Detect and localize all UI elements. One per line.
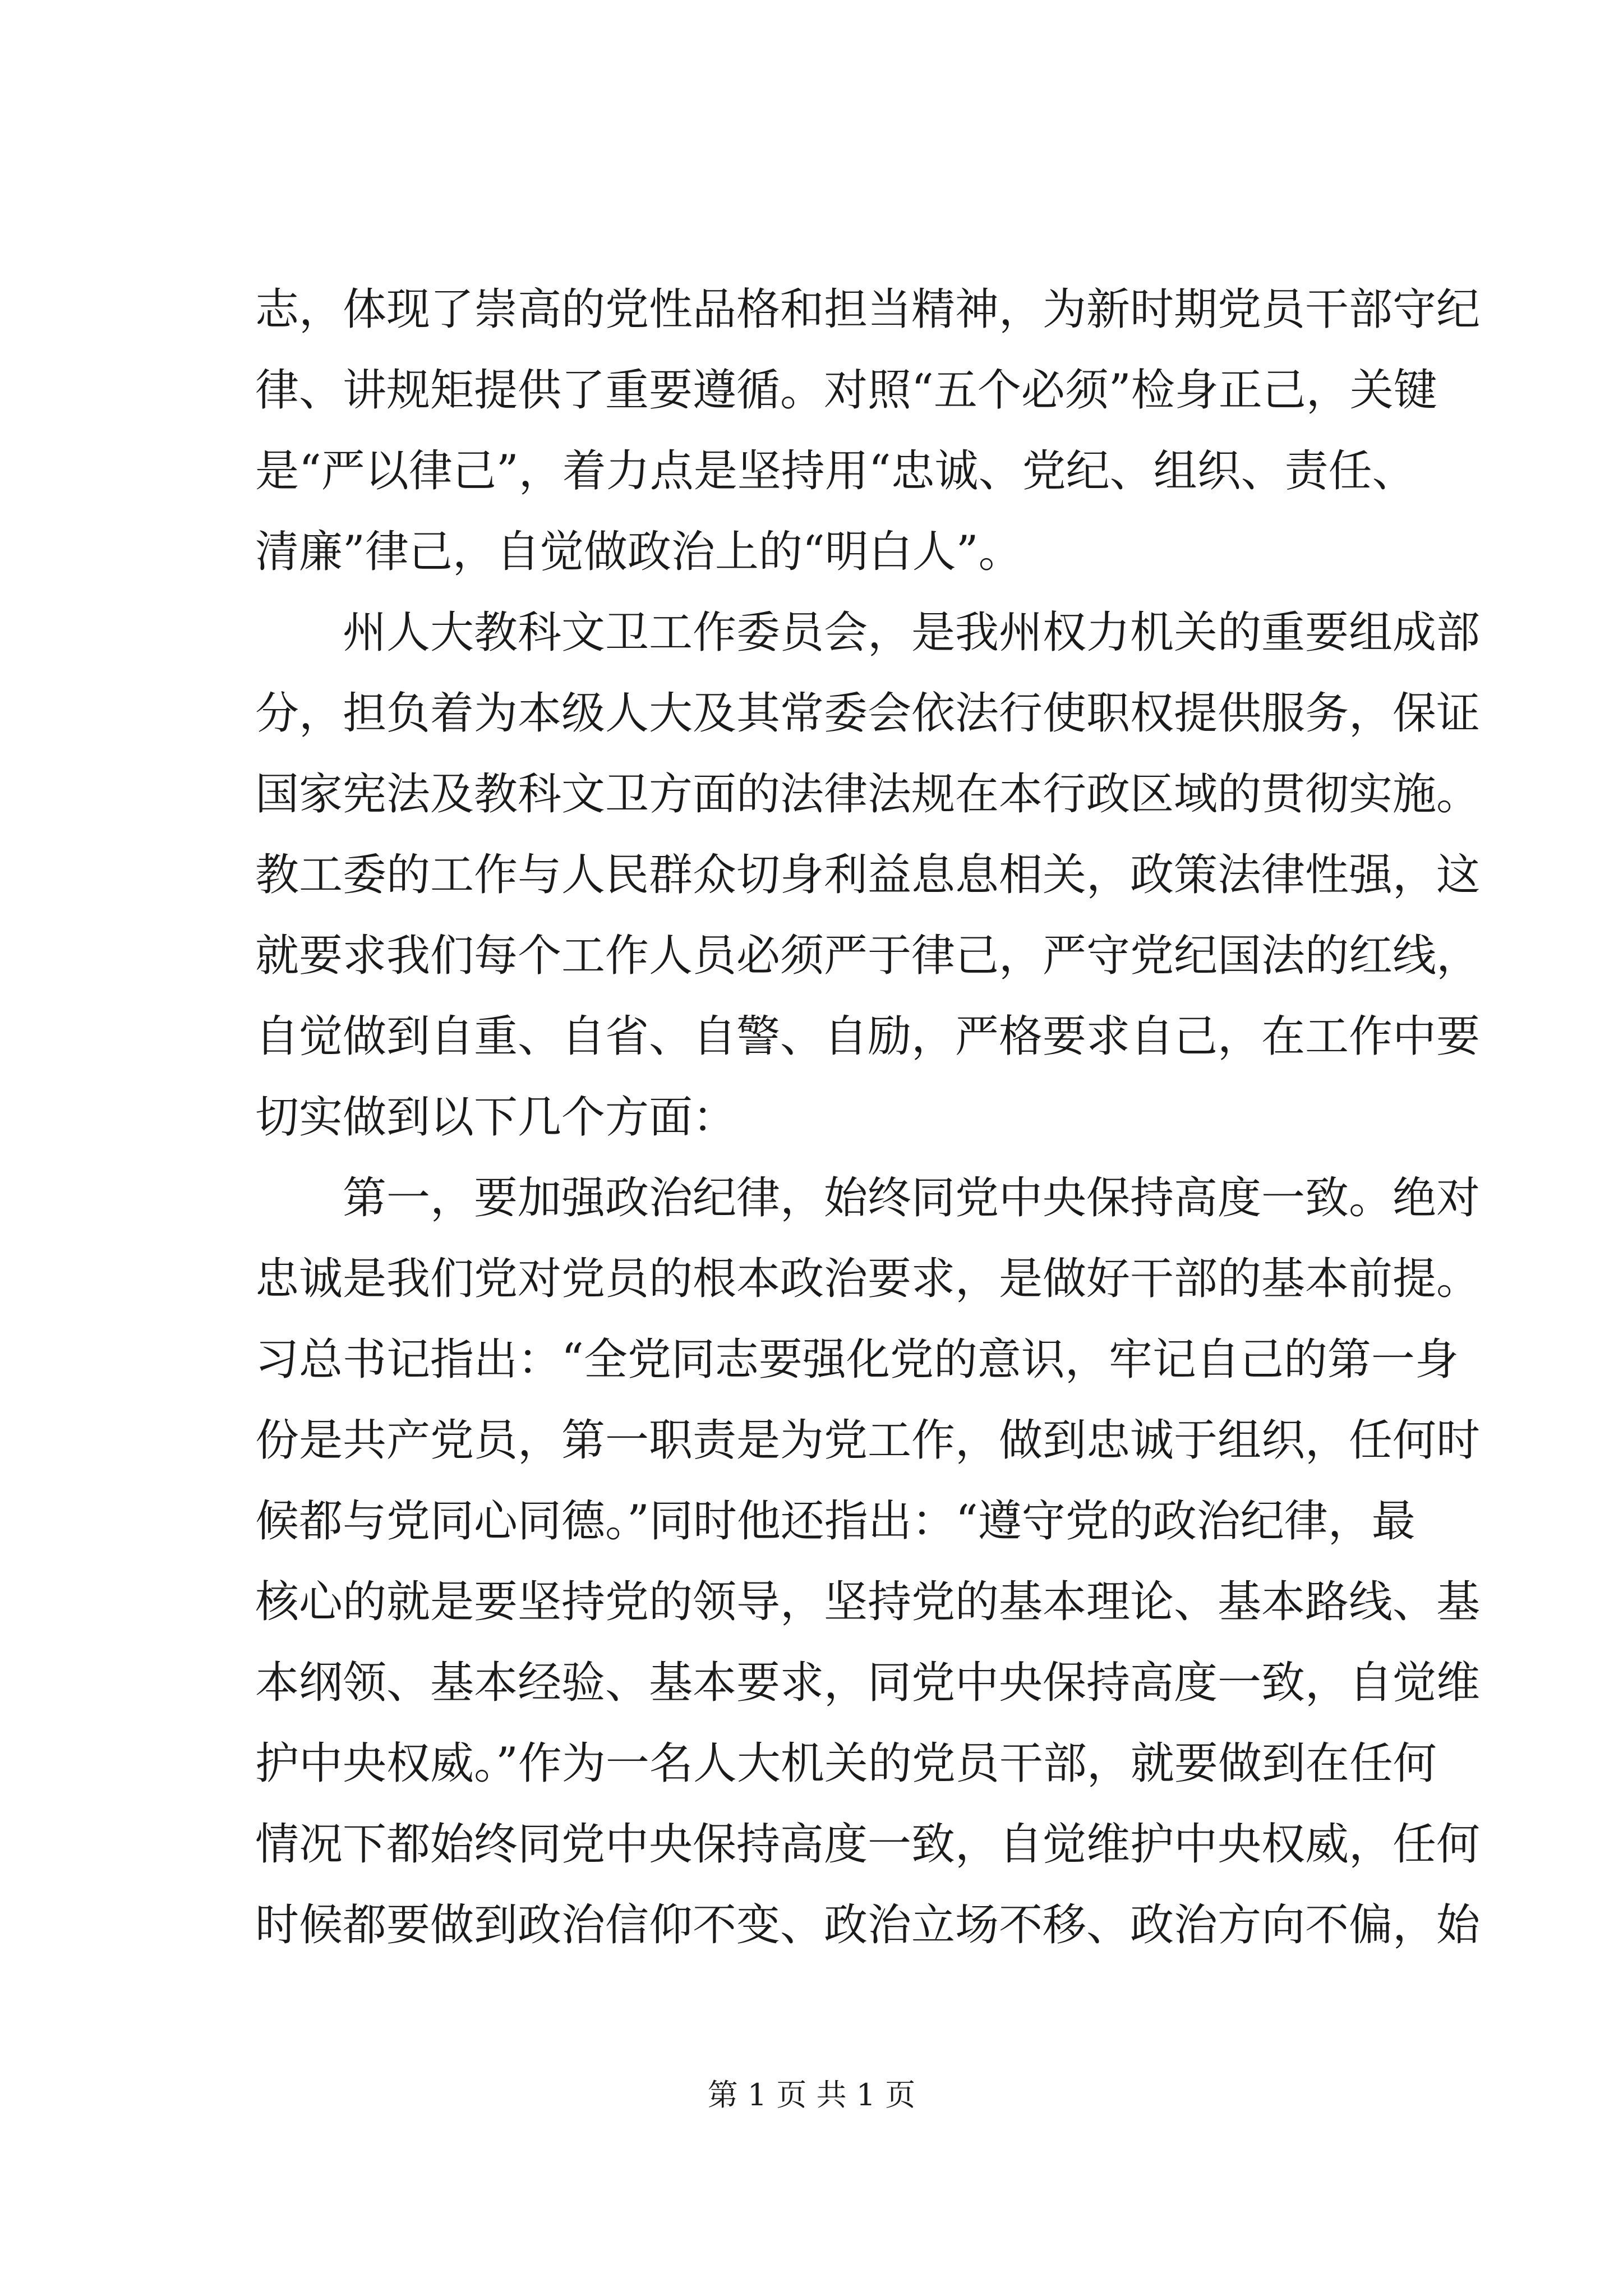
text-line: 就要求我们每个工作人员必须严于律己，严守党纪国法的红线， <box>255 931 1481 981</box>
text-line: 是“严以律己”，着力点是坚持用“忠诚、党纪、组织、责任、 <box>255 446 1416 496</box>
text-line: 自觉做到自重、自省、自警、自励，严格要求自己，在工作中要 <box>255 1011 1481 1062</box>
text-line: 律、讲规矩提供了重要遵循。对照“五个必须”检身正己，关键 <box>255 365 1437 416</box>
text-line: 份是共产党员，第一职责是为党工作，做到忠诚于组织，任何时 <box>255 1415 1481 1466</box>
paragraph-first-line: 第一，要加强政治纪律，始终同党中央保持高度一致。绝对 <box>343 1173 1481 1223</box>
text-line: 候都与党同心同德。”同时他还指出：“遵守党的政治纪律，最 <box>255 1496 1415 1547</box>
text-line: 分，担负着为本级人大及其常委会依法行使职权提供服务，保证 <box>255 688 1481 739</box>
text-line: 忠诚是我们党对党员的根本政治要求，是做好干部的基本前提。 <box>255 1254 1481 1304</box>
text-line: 国家宪法及教科文卫方面的法律法规在本行政区域的贯彻实施。 <box>255 769 1481 820</box>
text-line: 教工委的工作与人民群众切身利益息息相关，政策法律性强，这 <box>255 850 1481 900</box>
document-body <box>255 269 1481 1966</box>
text-line: 时候都要做到政治信仰不变、政治立场不移、政治方向不偏，始 <box>255 1900 1481 1950</box>
text-line: 清廉”律己，自觉做政治上的“明白人”。 <box>255 527 1022 577</box>
text-line: 切实做到以下几个方面： <box>255 1092 737 1143</box>
paragraph-first-line: 州人大教科文卫工作委员会，是我州权力机关的重要组成部 <box>343 608 1481 658</box>
text-line: 本纲领、基本经验、基本要求，同党中央保持高度一致，自觉维 <box>255 1658 1481 1708</box>
page-number: 第 1 页 共 1 页 <box>707 2077 916 2113</box>
text-line: 情况下都始终同党中央保持高度一致，自觉维护中央权威，任何 <box>255 1819 1481 1870</box>
text-line: 志，体现了崇高的党性品格和担当精神，为新时期党员干部守纪 <box>255 284 1481 335</box>
text-line: 护中央权威。”作为一名人大机关的党员干部，就要做到在任何 <box>255 1738 1437 1789</box>
text-line: 习总书记指出：“全党同志要强化党的意识，牢记自己的第一身 <box>255 1335 1459 1385</box>
page-footer <box>0 2076 1623 2115</box>
text-line: 核心的就是要坚持党的领导，坚持党的基本理论、基本路线、基 <box>255 1577 1481 1627</box>
